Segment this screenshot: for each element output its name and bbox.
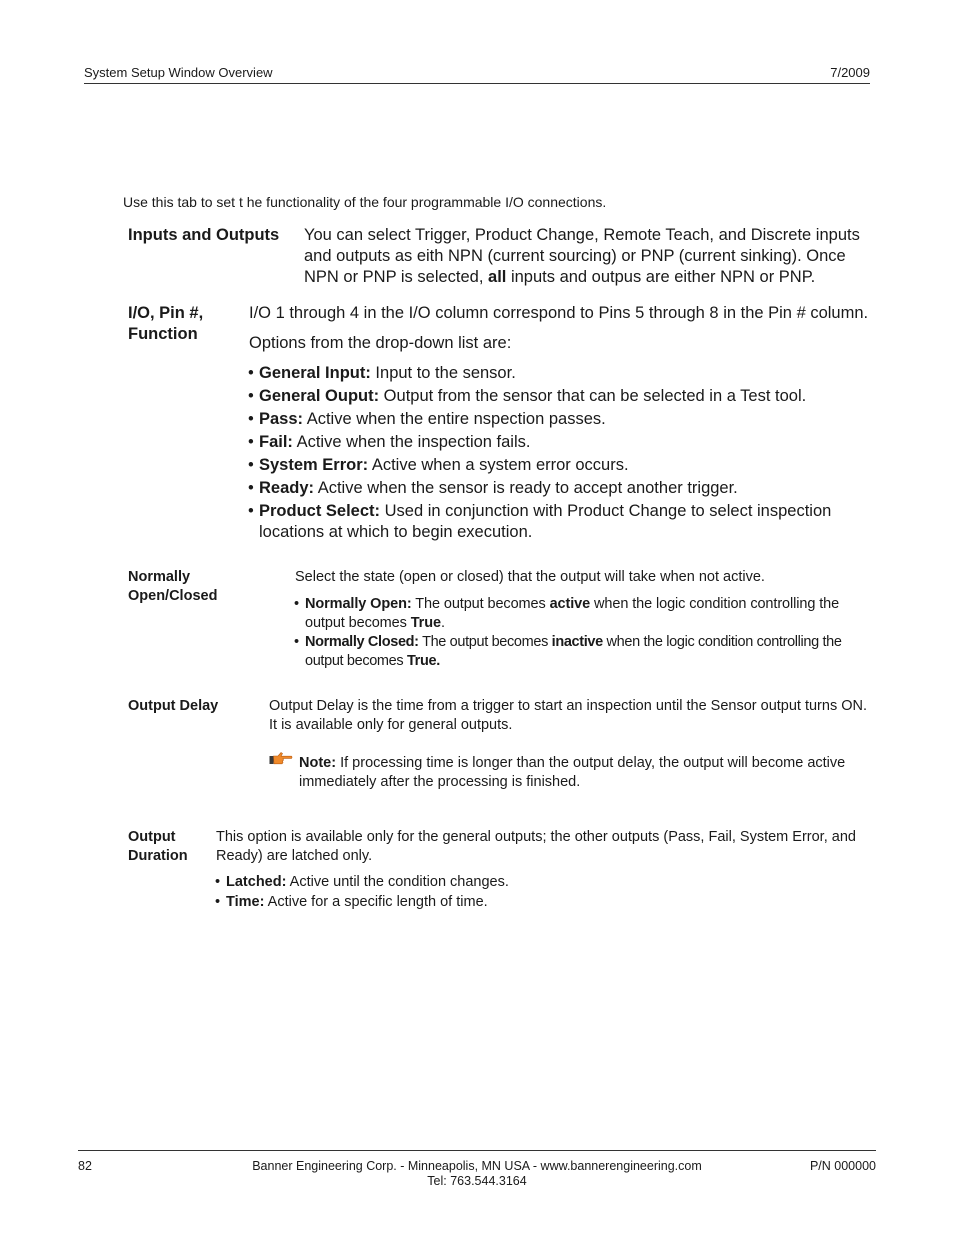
footer-rule	[78, 1150, 876, 1151]
output-duration-options-list	[215, 873, 815, 912]
list-item: • Pass: Active when the entire nspection passes.	[248, 410, 606, 428]
list-item: • Ready: Active when the sensor is ready to accept another trigger.	[248, 479, 738, 497]
pointing-hand-icon	[269, 751, 293, 767]
normally-para: Select the state (open or closed) that the output will take when not active.	[295, 569, 765, 585]
list-item: • Time: Active for a specific length of time.	[215, 893, 488, 910]
note-text	[299, 754, 870, 791]
inputs-outputs-text-a: You can select Trigger, Product Change, Remote Teach, and Discrete inputs and outputs as eith NPN (current sourcing) or PNP (current sinking). Once NPN or PNP is selected,	[304, 226, 860, 286]
term-output-delay: Output Delay	[128, 698, 219, 714]
term-output-duration-line2: Duration	[128, 847, 188, 864]
list-item: • General Input: Input to the sensor.	[248, 364, 516, 382]
list-item: • General Ouput: Output from the sensor that can be selected in a Test tool.	[248, 387, 807, 405]
intro-text: Use this tab to set t he functionality of the four programmable I/O connections.	[123, 194, 607, 210]
term-normally-line2: Open/Closed	[128, 587, 218, 604]
list-item: • Fail: Active when the inspection fails.	[248, 433, 531, 451]
note-body: If processing time is longer than the output delay, the output will become active immediately after the processing is finished.	[299, 755, 846, 790]
inputs-outputs-text-b: inputs and outpus are either NPN or PNP.	[506, 268, 816, 286]
term-output-duration-line1: Output	[128, 829, 176, 845]
normally-options-list	[294, 595, 870, 671]
term-normally-open-closed	[128, 568, 217, 605]
inputs-outputs-bold: all	[488, 268, 507, 286]
footer-phone: Tel: 763.544.3164	[427, 1174, 527, 1188]
io-pin-options-list	[248, 363, 860, 545]
term-io-pin-function	[128, 303, 203, 345]
output-duration-para: This option is available only for the general outputs; the other outputs (Pass, Fail, System Error, and Ready) are latched only.	[216, 829, 856, 864]
list-item: • Normally Open: The output becomes active when the logic condition controlling the output becomes True.	[294, 596, 840, 631]
header-section-title: System Setup Window Overview	[84, 65, 273, 80]
io-pin-para1: I/O 1 through 4 in the I/O column correspond to Pins 5 through 8 in the Pin # column.	[249, 304, 869, 322]
term-normally-line1: Normally	[128, 569, 191, 585]
list-item: • Normally Closed: The output becomes inactive when the logic condition controlling the output becomes True.	[294, 634, 842, 669]
footer-company-line: Banner Engineering Corp. - Minneapolis, MN USA - www.bannerengineering.com	[252, 1159, 702, 1173]
list-item: • System Error: Active when a system error occurs.	[248, 456, 629, 474]
part-number: P/N 000000	[809, 1159, 876, 1173]
note-label: Note:	[299, 755, 337, 771]
list-item: • Product Select: Used in conjunction with Product Change to select inspection locations at which to begin execution.	[248, 502, 832, 541]
output-delay-para: Output Delay is the time from a trigger to start an inspection until the Sensor output turns ON. It is available only for general outputs.	[269, 698, 868, 733]
term-io-pin-line1: I/O, Pin #,	[128, 304, 204, 322]
io-pin-para2: Options from the drop-down list are:	[249, 334, 512, 352]
header-date: 7/2009	[830, 65, 870, 80]
term-inputs-outputs: Inputs and Outputs	[128, 226, 280, 244]
inputs-outputs-description	[304, 225, 870, 288]
term-io-pin-line2: Function	[128, 325, 198, 343]
list-item: • Latched: Active until the condition changes.	[215, 874, 509, 890]
page-number: 82	[78, 1159, 92, 1173]
header-rule	[84, 83, 870, 84]
term-output-duration	[128, 828, 188, 865]
